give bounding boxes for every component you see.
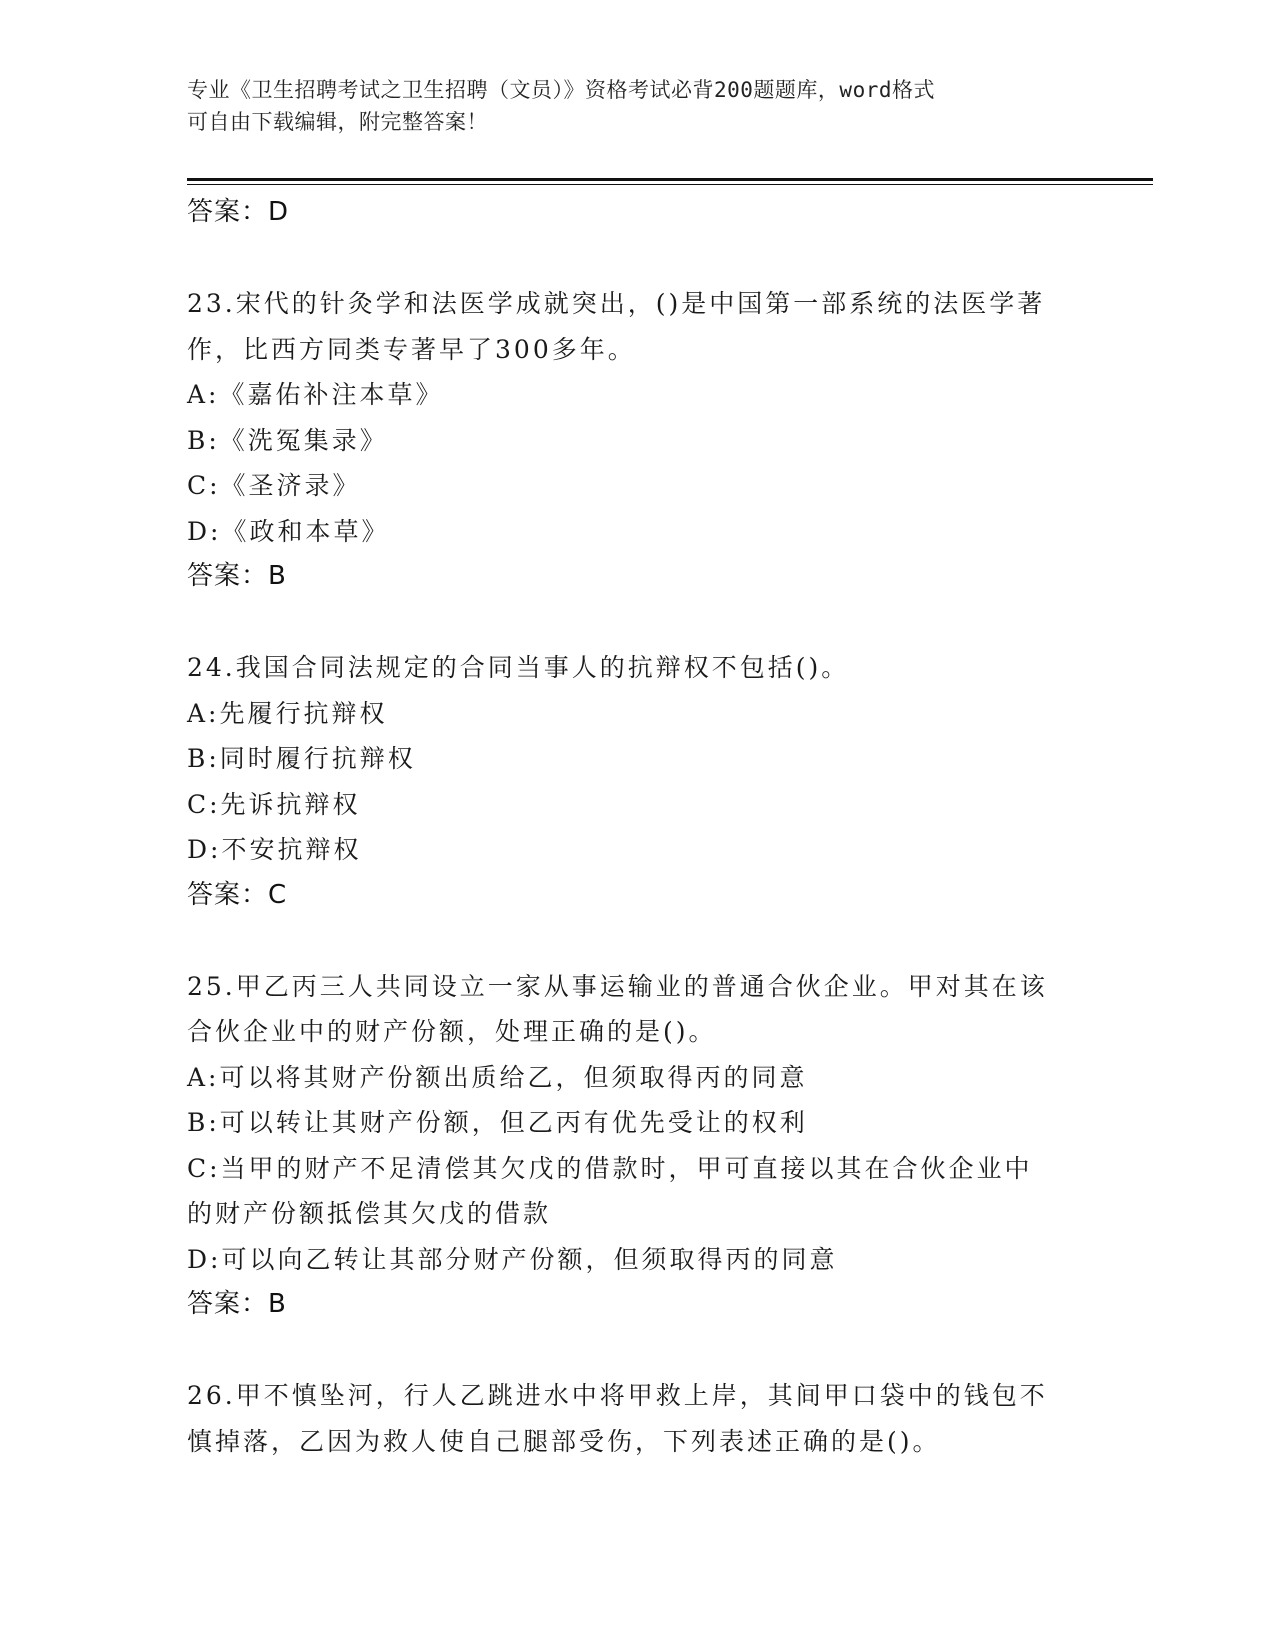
question-text-line: 作，比西方同类专著早了300多年。 xyxy=(187,334,636,364)
header-rule-thick xyxy=(187,178,1153,181)
header-line-2: 可自由下载编辑，附完整答案！ xyxy=(187,110,488,134)
answer-line: 答案：B xyxy=(187,1289,287,1319)
header-line-1: 专业《卫生招聘考试之卫生招聘（文员）》资格考试必背200题题库，word格式 xyxy=(187,78,935,102)
question-block xyxy=(187,964,1077,1328)
header-rule-thin xyxy=(187,184,1153,185)
option-c: C:当甲的财产不足清偿其欠戊的借款时，甲可直接以其在合伙企业中 xyxy=(187,1153,1033,1183)
option-c-continued: 的财产份额抵偿其欠戊的借款 xyxy=(187,1199,552,1228)
question-block xyxy=(187,645,1077,918)
option-b: B:《洗冤集录》 xyxy=(187,425,388,455)
option-a: A:可以将其财产份额出质给乙，但须取得丙的同意 xyxy=(187,1062,808,1092)
answer-line: 答案：C xyxy=(187,879,288,910)
question-text-line: 慎掉落，乙因为救人使自己腿部受伤，下列表述正确的是()。 xyxy=(187,1426,941,1456)
question-text-line: 合伙企业中的财产份额，处理正确的是()。 xyxy=(187,1017,717,1046)
option-c: C:先诉抗辩权 xyxy=(187,789,361,819)
option-d: D:可以向乙转让其部分财产份额，但须取得丙的同意 xyxy=(187,1244,838,1274)
option-a: A:先履行抗辩权 xyxy=(187,698,388,728)
option-a: A:《嘉佑补注本草》 xyxy=(187,380,444,409)
page-header xyxy=(187,74,1067,138)
answer-line: 答案：B xyxy=(187,561,287,591)
question-text-line: 23.宋代的针灸学和法医学成就突出，()是中国第一部系统的法医学著 xyxy=(187,289,1046,318)
document-body xyxy=(187,190,1077,1464)
option-d: D:《政和本草》 xyxy=(187,516,390,546)
option-c: C:《圣济录》 xyxy=(187,471,361,500)
question-text-line: 25.甲乙丙三人共同设立一家从事运输业的普通合伙企业。甲对其在该 xyxy=(187,971,1048,1001)
option-d: D:不安抗辩权 xyxy=(187,835,362,864)
question-block xyxy=(187,1373,1077,1464)
question-text-line: 26.甲不慎坠河，行人乙跳进水中将甲救上岸，其间甲口袋中的钱包不 xyxy=(187,1381,1048,1410)
question-text-line: 24.我国合同法规定的合同当事人的抗辩权不包括()。 xyxy=(187,653,850,682)
previous-answer: 答案：D xyxy=(187,197,290,227)
option-b: B:可以转让其财产份额，但乙丙有优先受让的权利 xyxy=(187,1108,808,1137)
option-b: B:同时履行抗辩权 xyxy=(187,744,416,773)
question-block xyxy=(187,281,1077,599)
